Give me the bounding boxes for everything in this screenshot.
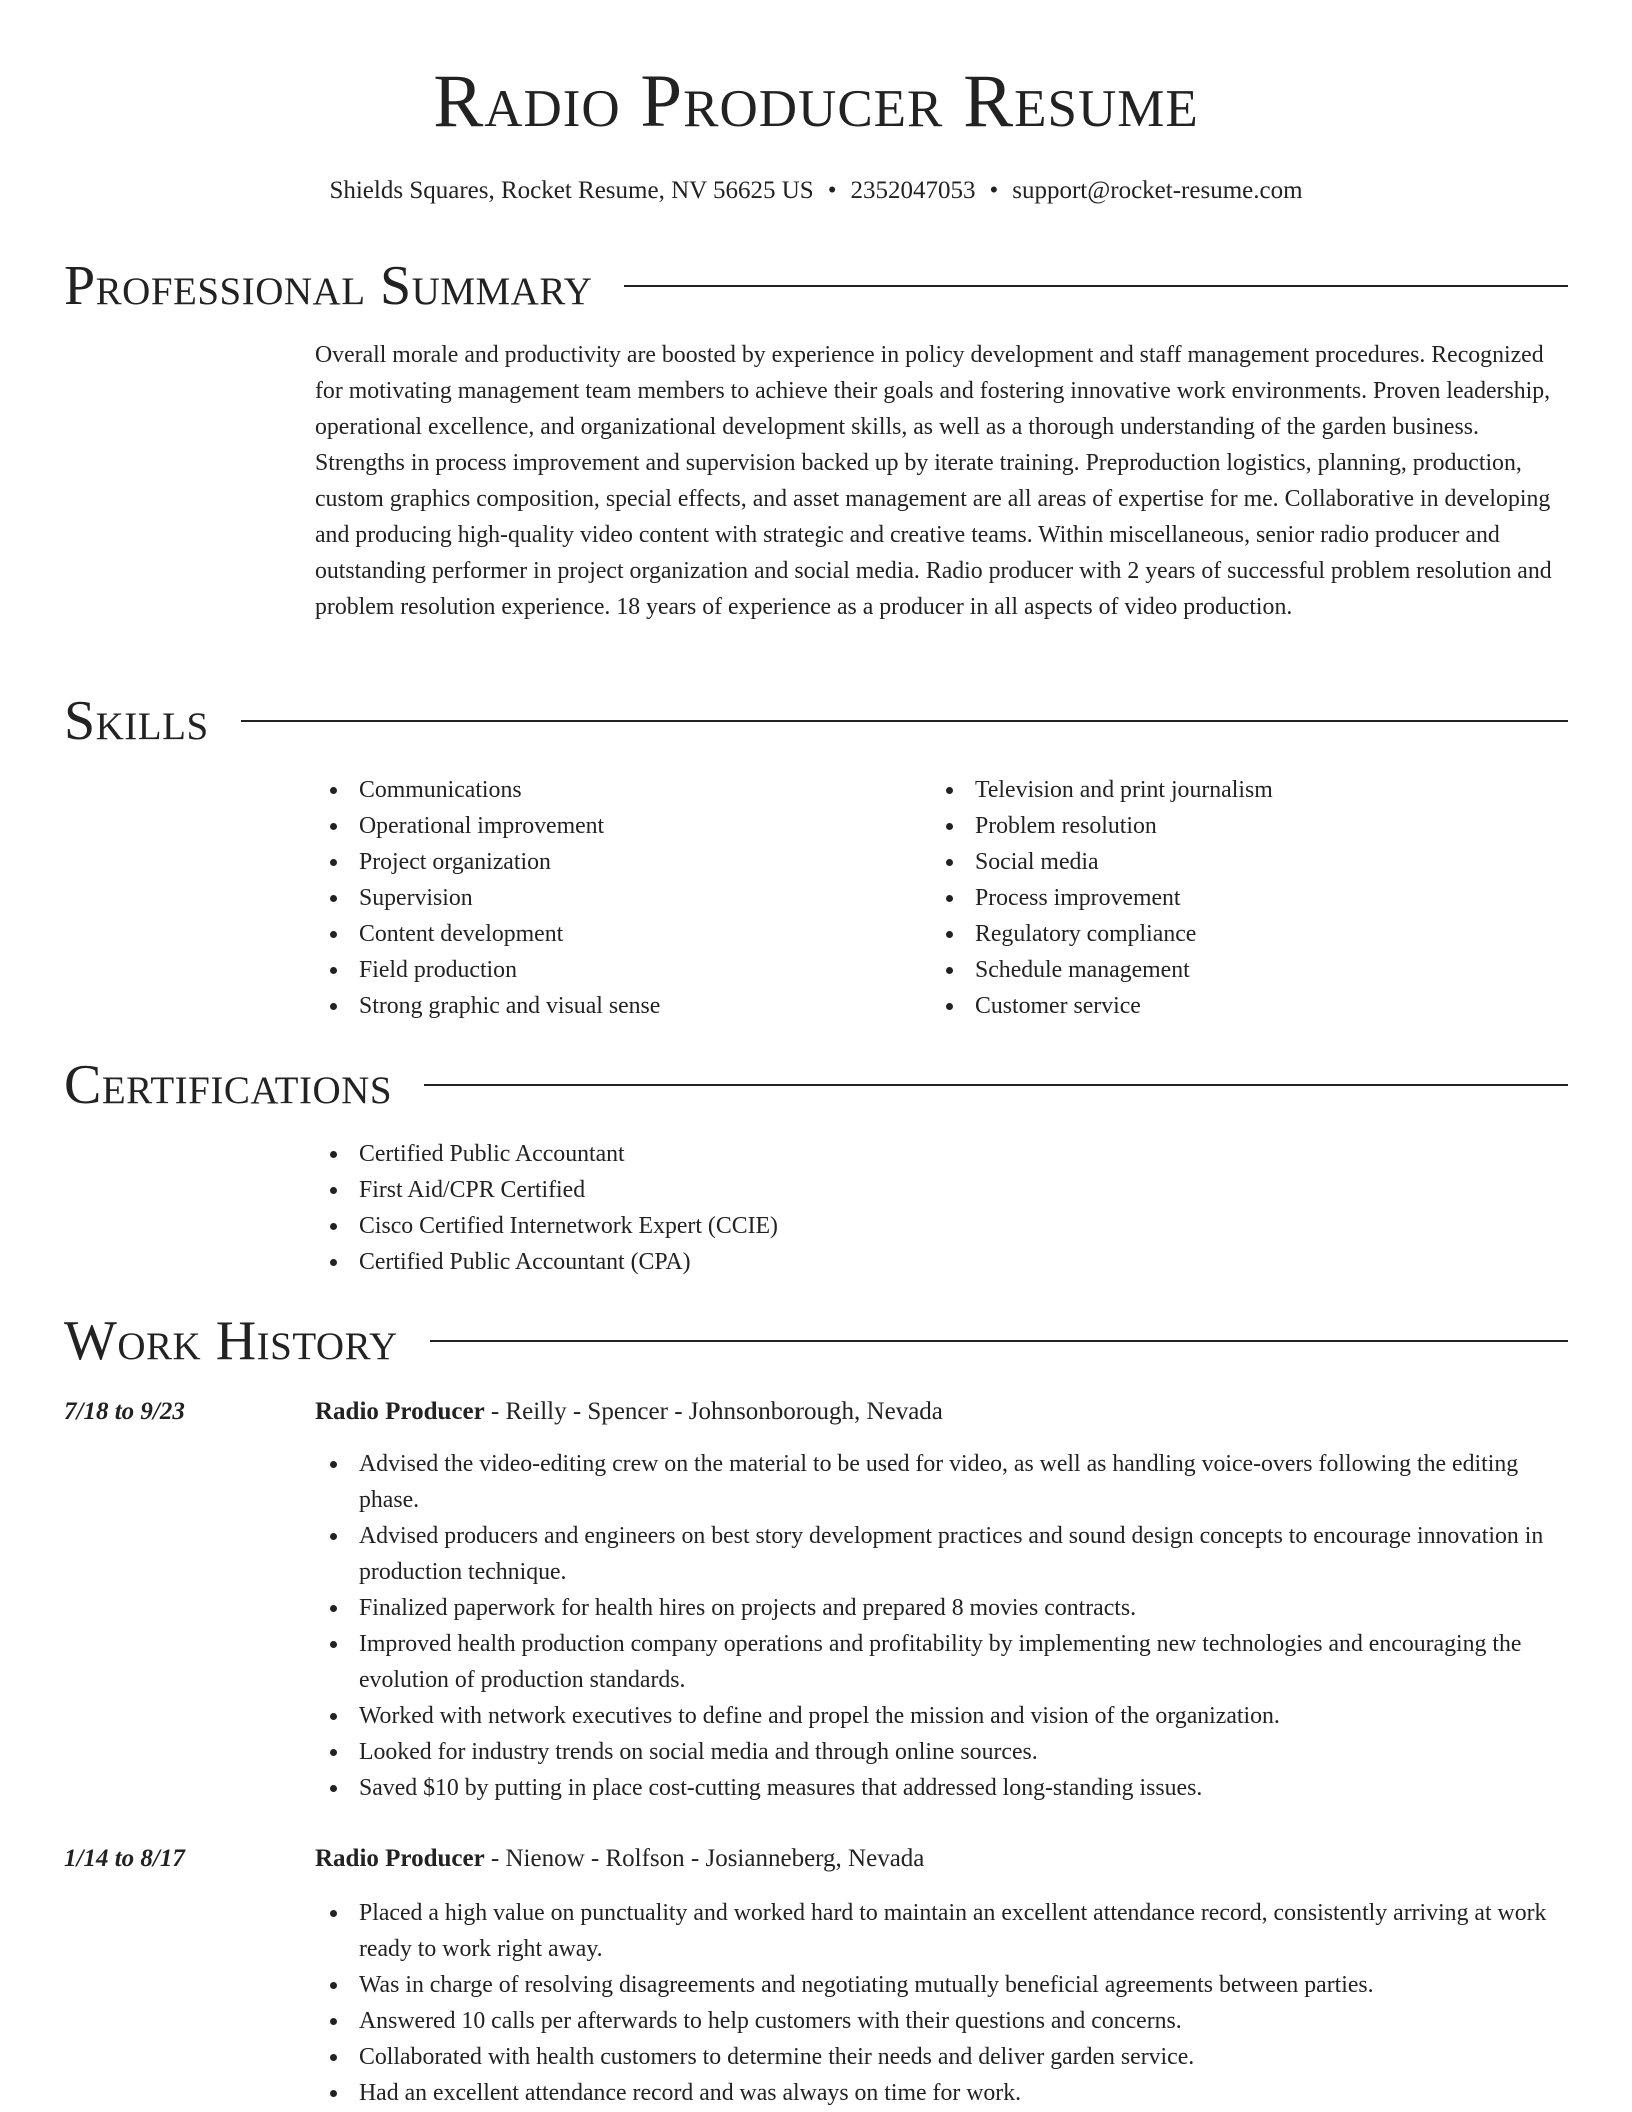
skill-item: Regulatory compliance <box>931 916 1561 952</box>
skill-item: Process improvement <box>931 880 1561 916</box>
skill-item: Television and print journalism <box>931 772 1561 808</box>
skill-item: Communications <box>315 772 915 808</box>
skills-section-header <box>64 689 1568 753</box>
separator: • <box>989 177 999 204</box>
job-employer: - Reilly - Spencer - Johnsonborough, Nevada <box>484 1398 943 1425</box>
summary-section-header <box>64 254 1568 318</box>
section-title-certifications: Certifications <box>64 1054 393 1116</box>
contact-line <box>0 173 1632 209</box>
section-divider <box>424 1084 1568 1086</box>
job-bullet: Improved health production company operations and profitability by implementing new technologies and encouraging the evolution of production standards. <box>315 1626 1570 1698</box>
skills-list-left <box>315 772 915 1024</box>
certification-item: First Aid/CPR Certified <box>315 1172 1565 1208</box>
skills-list-right <box>931 772 1561 1024</box>
job-bullet: Had an excellent attendance record and was always on time for work. <box>315 2075 1570 2111</box>
skill-item: Schedule management <box>931 952 1561 988</box>
section-divider <box>430 1340 1568 1342</box>
job-bullet: Was in charge of resolving disagreements and negotiating mutually beneficial agreements between parties. <box>315 1967 1570 2003</box>
job-bullets <box>315 1895 1570 2111</box>
certification-item: Certified Public Accountant <box>315 1136 1565 1172</box>
certifications-section-header <box>64 1053 1568 1117</box>
certifications-list <box>315 1136 1565 1280</box>
work-history-section-header <box>64 1309 1568 1373</box>
job-heading <box>315 1394 943 1430</box>
job-title: Radio Producer <box>315 1398 485 1425</box>
section-title-skills: Skills <box>64 690 209 752</box>
skill-item: Supervision <box>315 880 915 916</box>
skill-item: Strong graphic and visual sense <box>315 988 915 1024</box>
email: support@rocket-resume.com <box>1012 177 1303 204</box>
job-title: Radio Producer <box>315 1845 485 1872</box>
job-bullet: Advised producers and engineers on best story development practices and sound design concepts to encourage innovation in production technique. <box>315 1518 1570 1590</box>
job-dates: 1/14 to 8/17 <box>64 1845 185 1872</box>
job-bullet: Placed a high value on punctuality and worked hard to maintain an excellent attendance record, consistently arriving at work ready to work right away. <box>315 1895 1570 1967</box>
summary-text: Overall morale and productivity are boosted by experience in policy development and staff management procedures. Recognized for motivating management team members to achieve their goals and fostering innovative work environments. Proven leadership, operational excellence, and organizational development skills, as well as a thorough understanding of the garden business. Strengths in process improvement and supervision backed up by iterate training. Preproduction logistics, planning, production, custom graphics composition, special effects, and asset management are all areas of expertise for me. Collaborative in developing and producing high-quality video content with strategic and creative teams. Within miscellaneous, senior radio producer and outstanding performer in project organization and social media. Radio producer with 2 years of successful problem resolution and problem resolution experience. 18 years of experience as a producer in all aspects of video production. <box>315 342 1552 620</box>
job-bullet: Answered 10 calls per afterwards to help customers with their questions and concerns. <box>315 2003 1570 2039</box>
certification-item: Certified Public Accountant (CPA) <box>315 1244 1565 1280</box>
skill-item: Field production <box>315 952 915 988</box>
skill-item: Customer service <box>931 988 1561 1024</box>
skill-item: Content development <box>315 916 915 952</box>
job-bullet: Saved $10 by putting in place cost-cutting measures that addressed long-standing issues. <box>315 1770 1570 1806</box>
section-divider <box>241 720 1568 722</box>
separator: • <box>827 177 837 204</box>
section-title-summary: Professional Summary <box>64 255 593 317</box>
section-title-work-history: Work History <box>64 1310 398 1372</box>
job-employer: - Nienow - Rolfson - Josianneberg, Nevada <box>484 1845 925 1872</box>
section-divider <box>624 285 1568 287</box>
job-dates: 7/18 to 9/23 <box>64 1398 185 1425</box>
job-bullets <box>315 1446 1570 1806</box>
skill-item: Social media <box>931 844 1561 880</box>
job-bullet: Worked with network executives to define and propel the mission and vision of the organization. <box>315 1698 1570 1734</box>
address: Shields Squares, Rocket Resume, NV 56625 US <box>329 177 814 204</box>
certification-item: Cisco Certified Internetwork Expert (CCIE) <box>315 1208 1565 1244</box>
skill-item: Problem resolution <box>931 808 1561 844</box>
job-bullet: Collaborated with health customers to determine their needs and deliver garden service. <box>315 2039 1570 2075</box>
job-bullet: Advised the video-editing crew on the material to be used for video, as well as handling voice-overs following the editing phase. <box>315 1446 1570 1518</box>
job-bullet: Finalized paperwork for health hires on projects and prepared 8 movies contracts. <box>315 1590 1570 1626</box>
resume-title: Radio Producer Resume <box>433 60 1199 143</box>
skill-item: Operational improvement <box>315 808 915 844</box>
job-bullet: Looked for industry trends on social media and through online sources. <box>315 1734 1570 1770</box>
job-heading <box>315 1841 924 1877</box>
phone: 2352047053 <box>850 177 976 204</box>
skill-item: Project organization <box>315 844 915 880</box>
